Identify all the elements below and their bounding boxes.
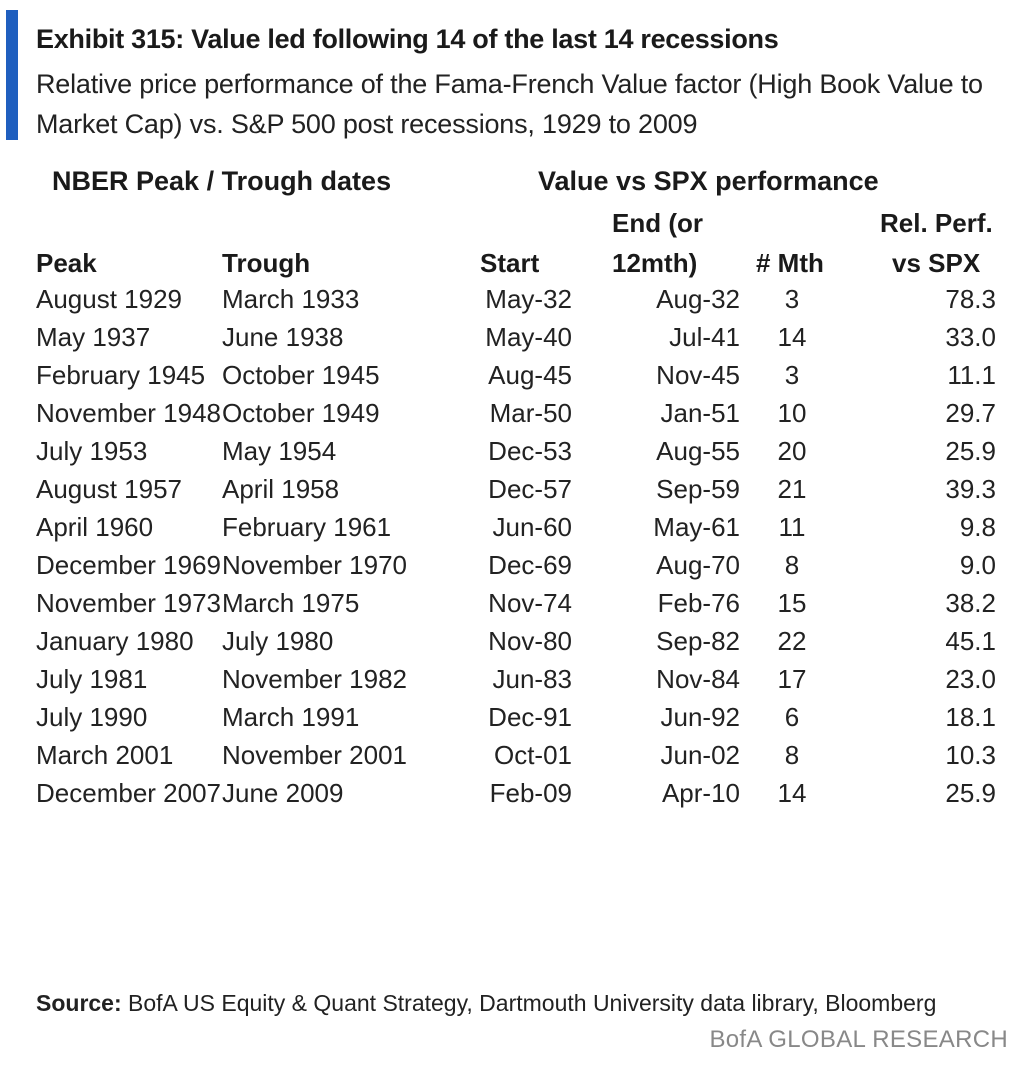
start-cell: Dec-53	[488, 436, 572, 466]
rel-perf-cell: 9.8	[959, 512, 996, 542]
rel-perf-cell: 18.1	[945, 702, 996, 732]
trough-cell: November 2001	[222, 740, 407, 770]
trough-cell: March 1933	[222, 284, 360, 314]
start-cell: May-40	[485, 322, 572, 352]
table-row	[36, 318, 996, 356]
peak-cell: December 2007	[36, 778, 221, 808]
rel-perf-cell: 9.0	[959, 550, 996, 580]
months-cell: 20	[777, 436, 807, 466]
rel-perf-cell: 39.3	[945, 474, 996, 504]
peak-cell: November 1973	[36, 588, 221, 618]
rel-perf-cell: 11.1	[947, 360, 996, 390]
rel-perf-cell: 45.1	[945, 626, 996, 656]
table-row	[36, 698, 996, 736]
peak-cell: December 1969	[36, 550, 221, 580]
exhibit-title: Exhibit 315: Value led following 14 of the last 14 recessions	[36, 24, 779, 54]
months-cell: 21	[777, 474, 807, 504]
peak-cell: August 1957	[36, 474, 183, 504]
trough-cell: April 1958	[222, 474, 340, 504]
group-header-nber: NBER Peak / Trough dates	[52, 166, 392, 196]
peak-cell: July 1981	[36, 664, 148, 694]
trough-cell: February 1961	[222, 512, 392, 542]
table-row	[36, 356, 996, 394]
end-cell: Sep-59	[656, 474, 740, 504]
trough-cell: May 1954	[222, 436, 337, 466]
peak-cell: August 1929	[36, 284, 183, 314]
trough-cell: June 1938	[222, 322, 344, 352]
peak-cell: February 1945	[36, 360, 206, 390]
months-cell: 8	[784, 550, 800, 580]
table-row	[36, 736, 996, 774]
table-row	[36, 584, 996, 622]
months-cell: 14	[777, 322, 807, 352]
end-cell: Jun-92	[660, 702, 740, 732]
start-cell: Feb-09	[489, 778, 572, 808]
end-cell: Feb-76	[657, 588, 740, 618]
start-cell: Dec-91	[488, 702, 572, 732]
table-row	[36, 432, 996, 470]
end-cell: Aug-70	[656, 550, 740, 580]
rel-perf-cell: 25.9	[945, 778, 996, 808]
table-row	[36, 470, 996, 508]
peak-cell: March 2001	[36, 740, 174, 770]
rel-perf-cell: 10.3	[945, 740, 996, 770]
end-cell: Apr-10	[661, 778, 740, 808]
recession-table	[36, 280, 996, 812]
source-note	[36, 990, 936, 1017]
end-cell: Nov-45	[656, 360, 740, 390]
start-cell: Dec-69	[488, 550, 572, 580]
start-cell: Nov-74	[488, 588, 572, 618]
rel-perf-cell: 25.9	[945, 436, 996, 466]
table-row	[36, 508, 996, 546]
trough-cell: March 1975	[222, 588, 360, 618]
start-cell: Dec-57	[488, 474, 572, 504]
months-cell: 10	[777, 398, 807, 428]
footer-brand: BofA GLOBAL RESEARCH	[709, 1026, 1008, 1053]
start-cell: Oct-01	[493, 740, 572, 770]
end-cell: Nov-84	[656, 664, 740, 694]
table-row	[36, 622, 996, 660]
header-start: Start	[480, 248, 540, 278]
trough-cell: June 2009	[222, 778, 344, 808]
start-cell: Jun-83	[492, 664, 572, 694]
table-row	[36, 660, 996, 698]
end-cell: Jan-51	[660, 398, 740, 428]
peak-cell: April 1960	[36, 512, 154, 542]
header-peak: Peak	[36, 248, 97, 278]
start-cell: May-32	[485, 284, 572, 314]
trough-cell: July 1980	[222, 626, 334, 656]
header-end-line2: 12mth)	[612, 248, 698, 278]
months-cell: 11	[778, 512, 806, 542]
peak-cell: July 1953	[36, 436, 148, 466]
start-cell: Mar-50	[489, 398, 572, 428]
table-row	[36, 774, 996, 812]
trough-cell: November 1982	[222, 664, 407, 694]
rel-perf-cell: 33.0	[945, 322, 996, 352]
end-cell: Sep-82	[656, 626, 740, 656]
table-row	[36, 394, 996, 432]
months-cell: 22	[777, 626, 807, 656]
months-cell: 15	[777, 588, 807, 618]
trough-cell: October 1949	[222, 398, 380, 428]
start-cell: Jun-60	[492, 512, 572, 542]
end-cell: May-61	[653, 512, 740, 542]
end-cell: Jul-41	[669, 322, 740, 352]
end-cell: Jun-02	[660, 740, 740, 770]
months-cell: 3	[784, 360, 800, 390]
months-cell: 17	[777, 664, 807, 694]
months-cell: 6	[784, 702, 800, 732]
months-cell: 3	[784, 284, 800, 314]
start-cell: Nov-80	[488, 626, 572, 656]
end-cell: Aug-55	[656, 436, 740, 466]
start-cell: Aug-45	[488, 360, 572, 390]
source-label: Source:	[36, 990, 122, 1016]
header-rel-line1: Rel. Perf.	[880, 208, 993, 238]
table-row	[36, 546, 996, 584]
rel-perf-cell: 29.7	[945, 398, 996, 428]
accent-bar	[6, 10, 18, 140]
header-rel-line2: vs SPX	[892, 248, 981, 278]
source-text: BofA US Equity & Quant Strategy, Dartmouth University data library, Bloomberg	[121, 990, 937, 1016]
trough-cell: November 1970	[222, 550, 407, 580]
peak-cell: May 1937	[36, 322, 151, 352]
table-row	[36, 280, 996, 318]
group-header-performance: Value vs SPX performance	[538, 166, 879, 196]
rel-perf-cell: 78.3	[945, 284, 996, 314]
header-months: # Mth	[756, 248, 824, 278]
peak-cell: January 1980	[36, 626, 194, 656]
months-cell: 14	[777, 778, 807, 808]
peak-cell: November 1948	[36, 398, 221, 428]
rel-perf-cell: 38.2	[945, 588, 996, 618]
trough-cell: October 1945	[222, 360, 380, 390]
header-trough: Trough	[222, 248, 311, 278]
end-cell: Aug-32	[656, 284, 740, 314]
trough-cell: March 1991	[222, 702, 360, 732]
rel-perf-cell: 23.0	[945, 664, 996, 694]
header-end-line1: End (or	[612, 208, 703, 238]
peak-cell: July 1990	[36, 702, 148, 732]
months-cell: 8	[784, 740, 800, 770]
exhibit-subtitle: Relative price performance of the Fama-French Value factor (High Book Value to Market Cap) vs. S&P 500 post recessions, 1929 to 2009	[36, 69, 983, 139]
